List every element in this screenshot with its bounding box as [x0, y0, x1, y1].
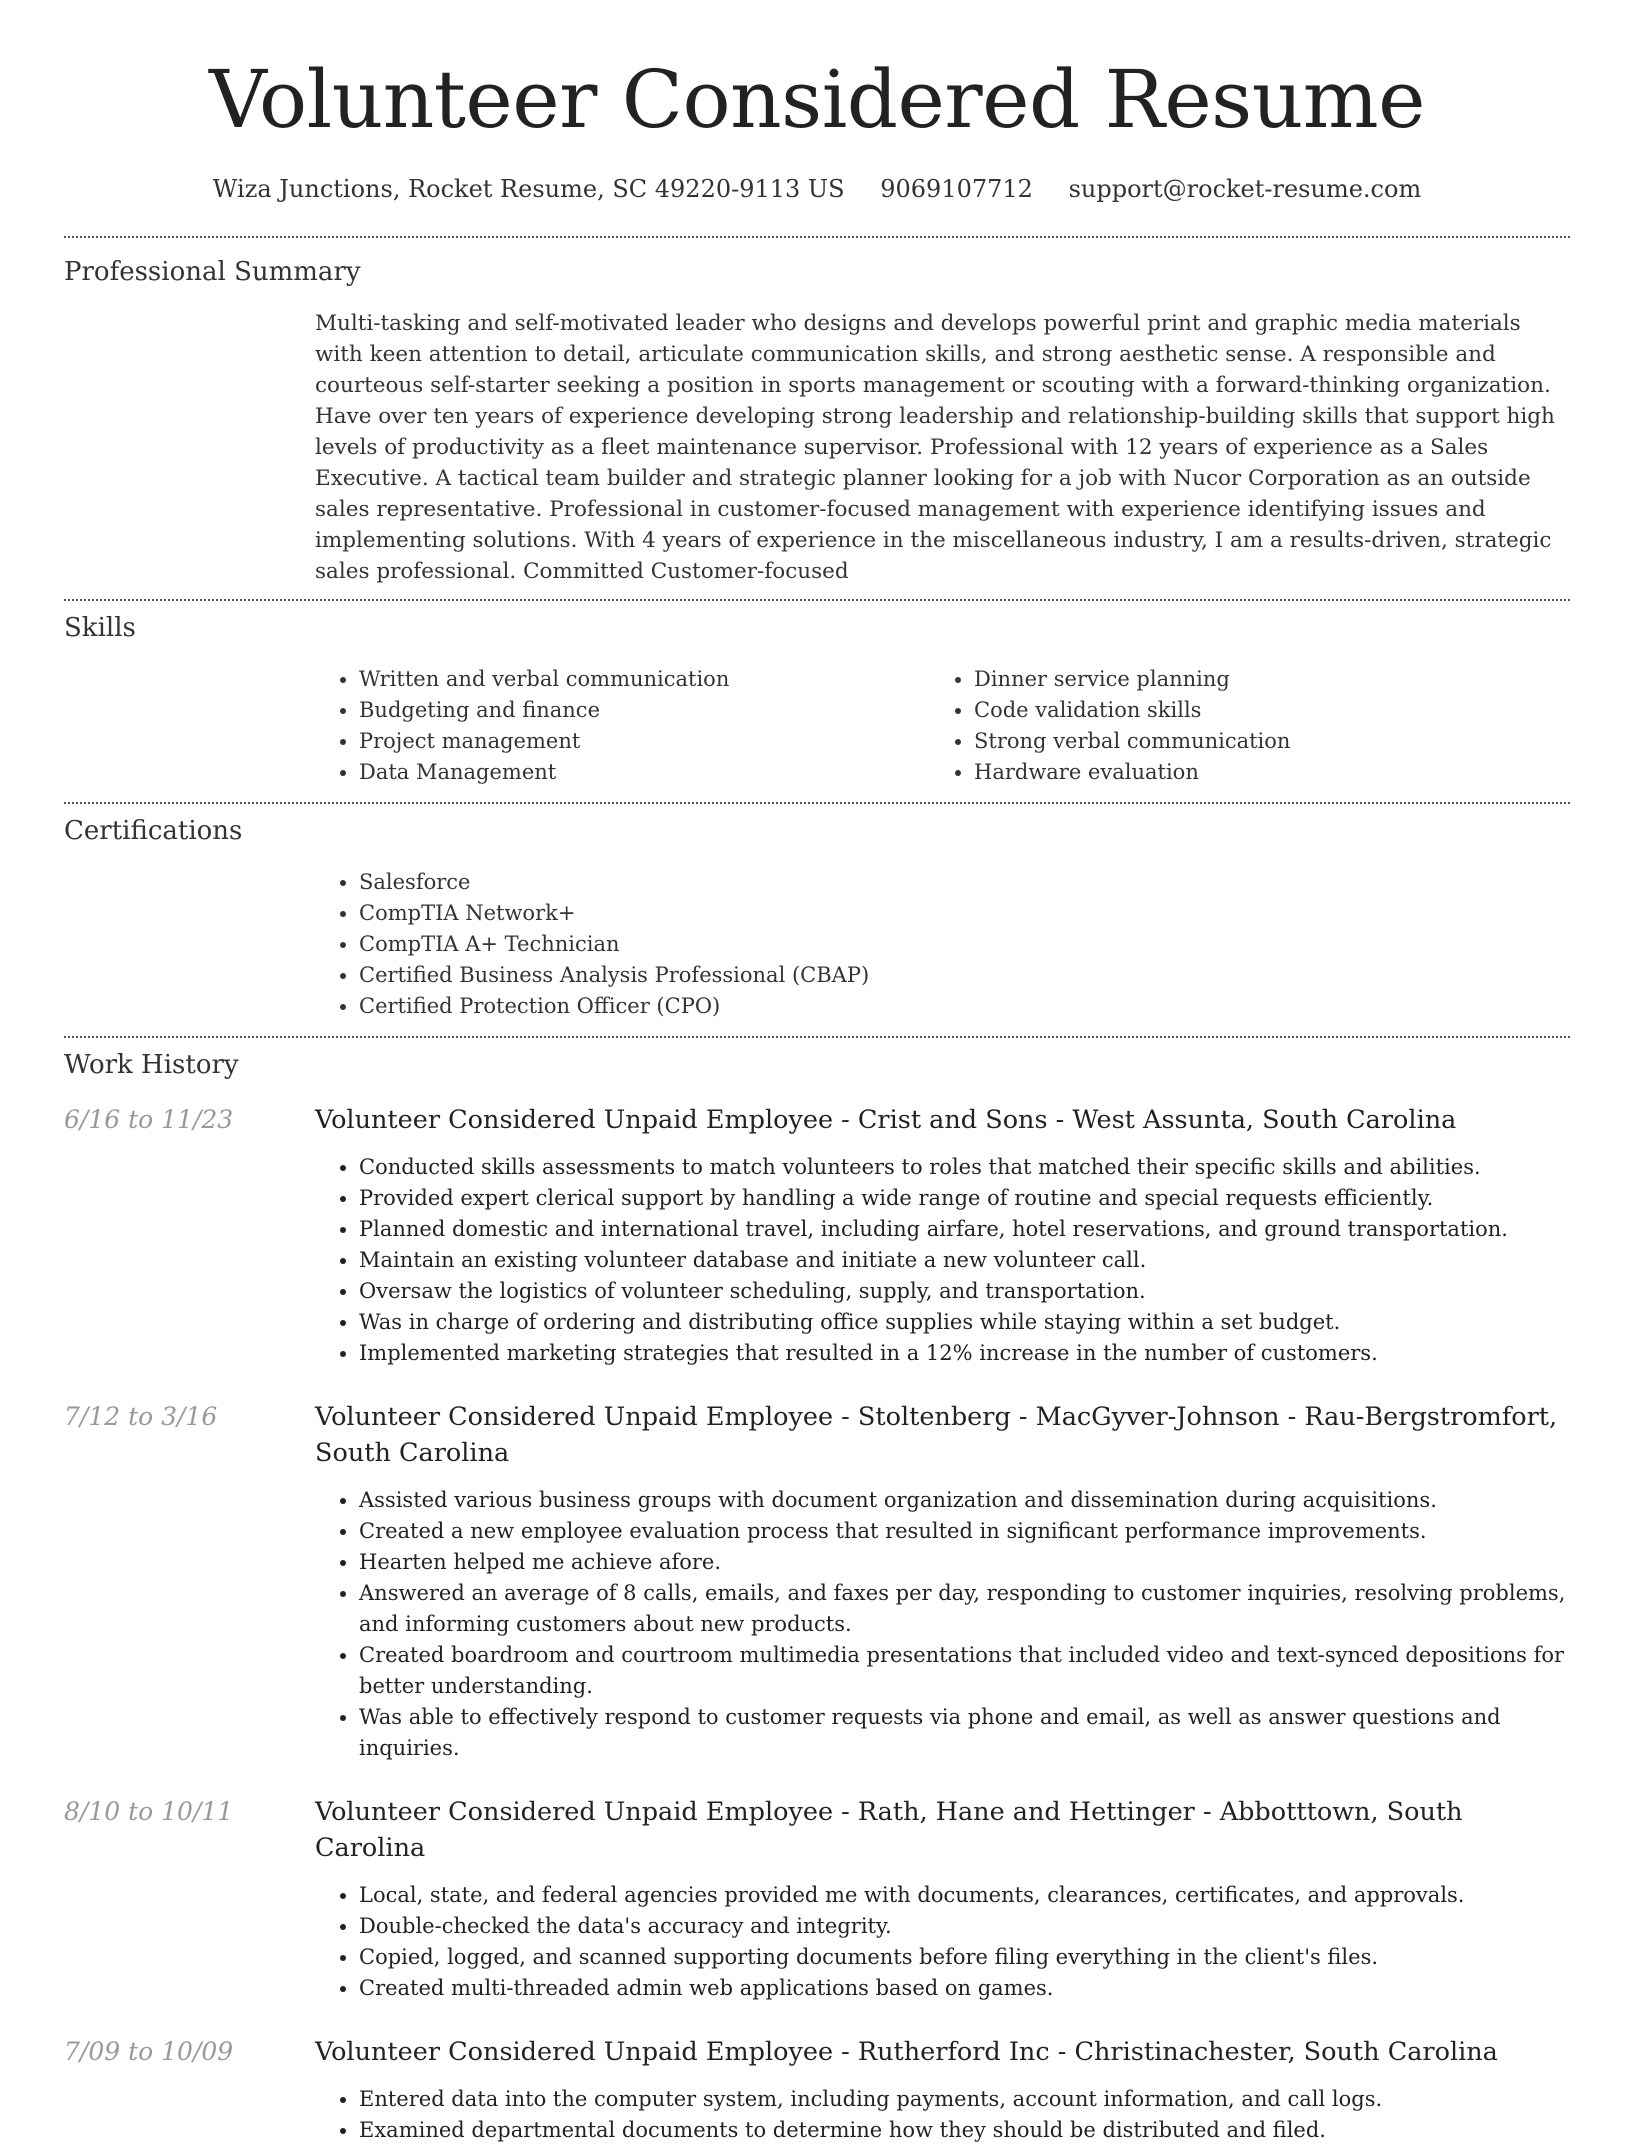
job-title: Volunteer Considered Unpaid Employee - Crist and Sons - West Assunta, South Carolina — [315, 1105, 1457, 1135]
job-bullet: • Assisted various business groups with document organization and dissemination during acquisitions. — [359, 1485, 1570, 1516]
resume-title: Volunteer Considered Resume — [209, 53, 1425, 146]
job-title: Volunteer Considered Unpaid Employee - Stoltenberg - MacGyver-Johnson - Rau-Bergstromfort, South Carolina — [315, 1402, 1558, 1468]
certifications-heading: Certifications — [64, 816, 243, 846]
job-dates: 8/10 to 10/11 — [64, 1797, 234, 1826]
job-bullet: • Implemented marketing strategies that resulted in a 12% increase in the number of customers. — [359, 1338, 1570, 1369]
job-dates: 6/16 to 11/23 — [64, 1105, 234, 1134]
skill-item: • Code validation skills — [974, 695, 1545, 726]
certification-item: • CompTIA A+ Technician — [359, 929, 1570, 960]
job-bullet: • Maintain an existing volunteer database and initiate a new volunteer call. — [359, 1245, 1570, 1276]
job-bullet: • Created multi-threaded admin web applications based on games. — [359, 1973, 1570, 2004]
summary-text: Multi-tasking and self-motivated leader who designs and develops powerful print and graphic media materials with keen attention to detail, articulate communication skills, and strong aesthetic sense. A responsible and courteous self-starter seeking a position in sports management or scouting with a forward-thinking organization. Have over ten years of experience developing strong leadership and relationship-building skills that support high levels of productivity as a fleet maintenance supervisor. Professional with 12 years of experience as a Sales Executive. A tactical team builder and strategic planner looking for a job with Nucor Corporation as an outside sales representative. Professional in customer-focused management with experience identifying issues and implementing solutions. With 4 years of experience in the miscellaneous industry, I am a results-driven, strategic sales professional. Committed Customer-focused — [315, 311, 1555, 584]
job-title: Volunteer Considered Unpaid Employee - Rutherford Inc - Christinachester, South Carolina — [315, 2037, 1498, 2067]
job-bullet: • Examined departmental documents to determine how they should be distributed and filed. — [359, 2115, 1570, 2146]
job-bullet: • Copied, logged, and scanned supporting documents before filing everything in the client's files. — [359, 1942, 1570, 1973]
job-dates: 7/09 to 10/09 — [64, 2037, 234, 2066]
job-bullet: • Was able to effectively respond to customer requests via phone and email, as well as answer questions and inquiries. — [359, 1702, 1570, 1764]
skill-item: • Strong verbal communication — [974, 726, 1545, 757]
skills-list-right — [930, 664, 1545, 788]
job-bullet: • Planned domestic and international travel, including airfare, hotel reservations, and ground transportation. — [359, 1214, 1570, 1245]
work-history-section — [64, 1038, 1570, 2146]
certification-item: • CompTIA Network+ — [359, 898, 1570, 929]
summary-heading: Professional Summary — [64, 257, 361, 287]
job-bullet: • Created boardroom and courtroom multimedia presentations that included video and text-synced depositions for better understanding. — [359, 1640, 1570, 1702]
job-bullets — [315, 2084, 1570, 2146]
job-bullet: • Answered an average of 8 calls, emails, and faxes per day, responding to customer inquiries, resolving problems, and informing customers about new products. — [359, 1578, 1570, 1640]
job-bullet: • Conducted skills assessments to match volunteers to roles that matched their specific skills and abilities. — [359, 1152, 1570, 1183]
skills-list-left — [315, 664, 930, 788]
contact-line — [64, 172, 1570, 206]
contact-email: support@rocket-resume.com — [1068, 175, 1422, 203]
skill-item: • Data Management — [359, 757, 930, 788]
job-bullets — [315, 1152, 1570, 1369]
job-bullet: • Provided expert clerical support by handling a wide range of routine and special requests efficiently. — [359, 1183, 1570, 1214]
job-bullet: • Entered data into the computer system, including payments, account information, and call logs. — [359, 2084, 1570, 2115]
skill-item: • Budgeting and finance — [359, 695, 930, 726]
contact-address: Wiza Junctions, Rocket Resume, SC 49220-9113 US — [212, 175, 845, 203]
skill-item: • Project management — [359, 726, 930, 757]
job-bullet: • Was in charge of ordering and distributing office supplies while staying within a set budget. — [359, 1307, 1570, 1338]
job-entry — [64, 2034, 1570, 2146]
skills-heading: Skills — [64, 613, 136, 643]
contact-phone: 9069107712 — [880, 175, 1033, 203]
summary-section — [64, 238, 1570, 587]
certification-item: • Salesforce — [359, 867, 1570, 898]
job-entry — [64, 1794, 1570, 2004]
job-bullets — [315, 1880, 1570, 2004]
resume-page — [64, 0, 1570, 2146]
job-bullet: • Created a new employee evaluation process that resulted in significant performance improvements. — [359, 1516, 1570, 1547]
job-bullet: • Oversaw the logistics of volunteer scheduling, supply, and transportation. — [359, 1276, 1570, 1307]
job-bullet: • Local, state, and federal agencies provided me with documents, clearances, certificates, and approvals. — [359, 1880, 1570, 1911]
skill-item: • Hardware evaluation — [974, 757, 1545, 788]
certification-item: • Certified Protection Officer (CPO) — [359, 991, 1570, 1022]
skills-section — [64, 601, 1570, 788]
job-bullet: • Double-checked the data's accuracy and integrity. — [359, 1911, 1570, 1942]
job-dates: 7/12 to 3/16 — [64, 1402, 218, 1431]
job-bullets — [315, 1485, 1570, 1764]
work-history-heading: Work History — [64, 1050, 239, 1080]
certifications-section — [64, 804, 1570, 1022]
job-bullet: • Hearten helped me achieve afore. — [359, 1547, 1570, 1578]
certifications-list — [315, 867, 1570, 1022]
job-entry — [64, 1399, 1570, 1764]
certification-item: • Certified Business Analysis Professional (CBAP) — [359, 960, 1570, 991]
job-entry — [64, 1102, 1570, 1369]
skill-item: • Dinner service planning — [974, 664, 1545, 695]
job-title: Volunteer Considered Unpaid Employee - Rath, Hane and Hettinger - Abbotttown, South Carolina — [315, 1797, 1463, 1863]
skill-item: • Written and verbal communication — [359, 664, 930, 695]
